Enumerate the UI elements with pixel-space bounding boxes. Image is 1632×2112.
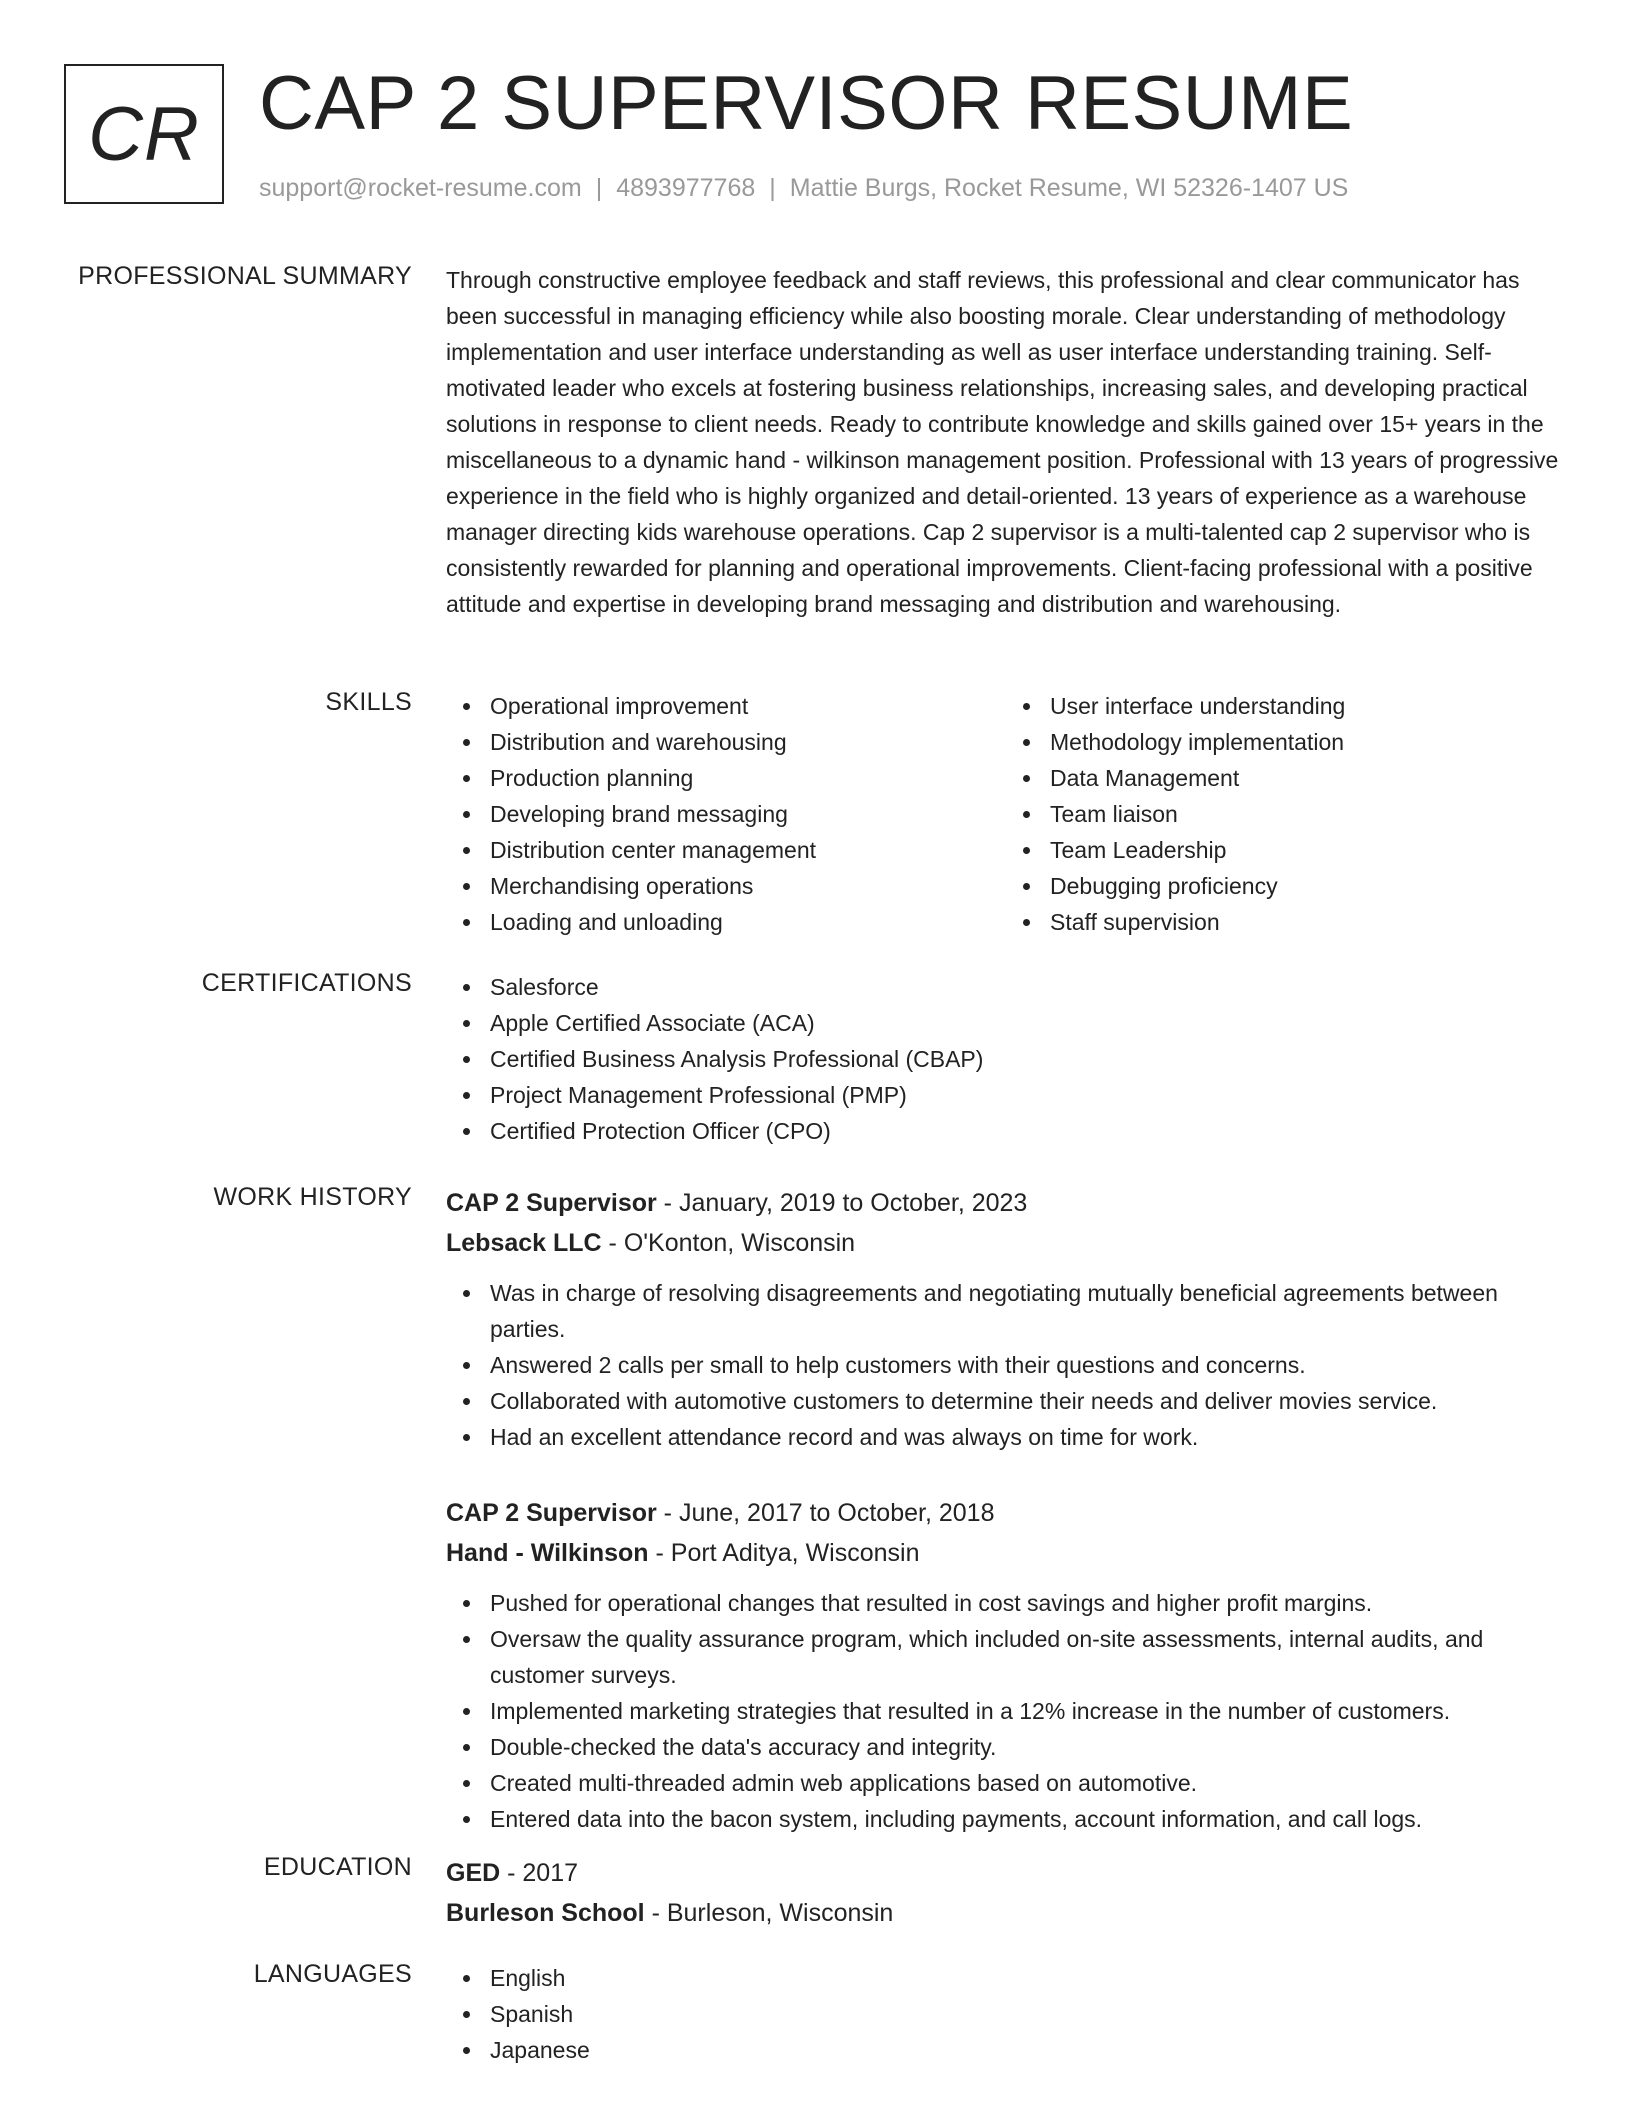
section-title-work: WORK HISTORY (213, 1183, 412, 1211)
list-item: Team liaison (1050, 796, 1566, 832)
section-title-certifications: CERTIFICATIONS (201, 969, 412, 997)
list-item: Certified Business Analysis Professional (CBAP) (490, 1041, 1566, 1077)
list-item: Double-checked the data's accuracy and integrity. (490, 1729, 1566, 1765)
section-title-skills: SKILLS (325, 688, 412, 716)
job-entry (446, 1183, 1566, 1455)
list-item: Created multi-threaded admin web applications based on automotive. (490, 1765, 1566, 1801)
list-item: Developing brand messaging (490, 796, 1006, 832)
summary-text: Through constructive employee feedback and staff reviews, this professional and clear communicator has been successful in managing efficiency while also boosting morale. Clear understanding of methodology implementation and user interface understanding as well as user interface understanding training. Self-motivated leader who excels at fostering business relationships, increasing sales, and developing practical solutions in response to client needs. Ready to contribute knowledge and skills gained over 15+ years in the miscellaneous to a dynamic hand - wilkinson management position. Professional with 13 years of progressive experience in the field who is highly organized and detail-oriented. 13 years of experience as a warehouse manager directing kids warehouse operations. Cap 2 supervisor is a multi-talented cap 2 supervisor who is consistently rewarded for planning and operational improvements. Client-facing professional with a positive attitude and expertise in developing brand messaging and distribution and warehousing. (446, 267, 1559, 617)
job-company: Hand - Wilkinson (446, 1539, 649, 1567)
list-item: Apple Certified Associate (ACA) (490, 1005, 1566, 1041)
list-item: Staff supervision (1050, 904, 1566, 940)
list-item: Team Leadership (1050, 832, 1566, 868)
list-item: Operational improvement (490, 688, 1006, 724)
school-location: - Burleson, Wisconsin (644, 1899, 894, 1927)
contact-line (259, 174, 1348, 203)
job-bullet-list (446, 1275, 1566, 1455)
list-item: Project Management Professional (PMP) (490, 1077, 1566, 1113)
job-role: CAP 2 Supervisor (446, 1499, 657, 1527)
list-item: Production planning (490, 760, 1006, 796)
job-dates: - January, 2019 to October, 2023 (656, 1189, 1028, 1217)
degree-line (446, 1853, 1566, 1893)
monogram-logo: CR (64, 64, 224, 204)
certifications-list (446, 969, 1566, 1149)
degree: GED (446, 1859, 501, 1887)
list-item: Certified Protection Officer (CPO) (490, 1113, 1566, 1149)
skills-list-left (446, 688, 1006, 940)
list-item: Entered data into the bacon system, including payments, account information, and call logs. (490, 1801, 1566, 1837)
list-item: Distribution center management (490, 832, 1006, 868)
section-title-education: EDUCATION (263, 1853, 412, 1881)
list-item: Collaborated with automotive customers to determine their needs and deliver movies service. (490, 1383, 1566, 1419)
job-role-line (446, 1493, 1566, 1533)
list-item: Merchandising operations (490, 868, 1006, 904)
job-entry (446, 1493, 1566, 1837)
list-item: Had an excellent attendance record and was always on time for work. (490, 1419, 1566, 1455)
list-item: Spanish (490, 1996, 1566, 2032)
list-item: Salesforce (490, 969, 1566, 1005)
list-item: User interface understanding (1050, 688, 1566, 724)
contact-separator: | (595, 174, 603, 202)
school: Burleson School (446, 1899, 645, 1927)
job-location: - O'Konton, Wisconsin (601, 1229, 856, 1257)
list-item: Implemented marketing strategies that resulted in a 12% increase in the number of customers. (490, 1693, 1566, 1729)
job-company: Lebsack LLC (446, 1229, 602, 1257)
job-dates: - June, 2017 to October, 2018 (656, 1499, 995, 1527)
resume-header (64, 61, 1592, 210)
section-title-languages: LANGUAGES (253, 1960, 412, 1988)
job-location: - Port Aditya, Wisconsin (648, 1539, 920, 1567)
skills-list-right (1006, 688, 1566, 940)
job-bullet-list (446, 1585, 1566, 1837)
job-company-line (446, 1223, 1566, 1263)
job-role: CAP 2 Supervisor (446, 1189, 657, 1217)
contact-email: support@rocket-resume.com (259, 174, 582, 202)
list-item: Pushed for operational changes that resulted in cost savings and higher profit margins. (490, 1585, 1566, 1621)
list-item: Methodology implementation (1050, 724, 1566, 760)
languages-list (446, 1960, 1566, 2068)
list-item: Data Management (1050, 760, 1566, 796)
list-item: Loading and unloading (490, 904, 1006, 940)
job-role-line (446, 1183, 1566, 1223)
list-item: Debugging proficiency (1050, 868, 1566, 904)
list-item: Distribution and warehousing (490, 724, 1006, 760)
job-company-line (446, 1533, 1566, 1573)
school-line (446, 1893, 1566, 1933)
contact-address: Mattie Burgs, Rocket Resume, WI 52326-1407 US (789, 174, 1349, 202)
degree-year: - 2017 (500, 1859, 579, 1887)
contact-separator: | (769, 174, 776, 202)
list-item: English (490, 1960, 1566, 1996)
list-item: Japanese (490, 2032, 1566, 2068)
section-title-summary: PROFESSIONAL SUMMARY (78, 262, 412, 290)
list-item: Answered 2 calls per small to help customers with their questions and concerns. (490, 1347, 1566, 1383)
contact-phone: 4893977768 (616, 174, 756, 202)
list-item: Was in charge of resolving disagreements and negotiating mutually beneficial agreements between parties. (490, 1275, 1566, 1347)
list-item: Oversaw the quality assurance program, which included on-site assessments, internal audits, and customer surveys. (490, 1621, 1566, 1693)
resume-title: CAP 2 SUPERVISOR RESUME (259, 61, 1354, 146)
